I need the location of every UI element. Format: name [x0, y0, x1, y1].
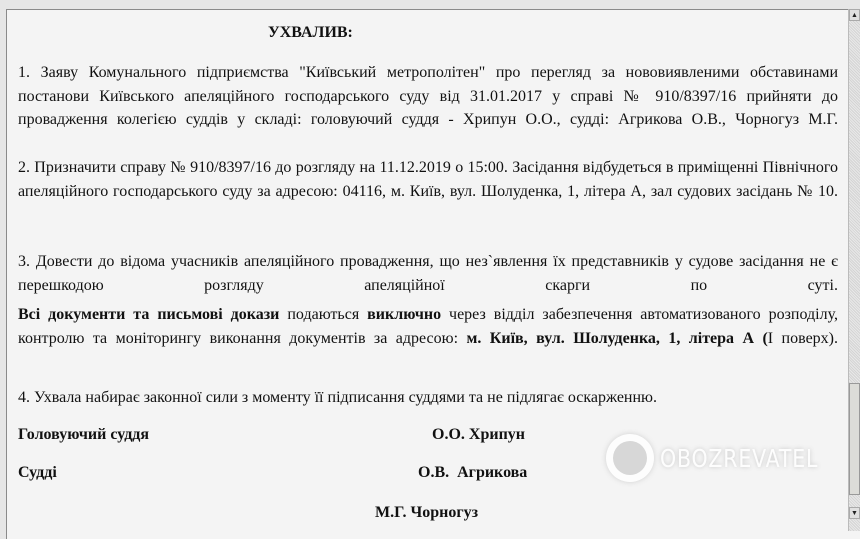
- presiding-judge-name: О.О. Хрипун: [432, 426, 525, 443]
- notice-text-1: подаються: [279, 306, 368, 323]
- globe-icon: [606, 434, 654, 482]
- scrollbar-thumb[interactable]: [849, 383, 860, 495]
- notice-text-2: через відділ забезпечення автоматизованого розподілу, контролю та моніторингу виконання документів за адресою:: [18, 306, 839, 347]
- paragraph-2: 2. Призначити справу № 910/8397/16 до розгляду на 11.12.2019 о 15:00. Засідання відбудеться в приміщенні Північного апеляційного господарського суду за адресою: 04116, м. Київ, вул. Шолуденка, 1, літера А, зал судових засідань № 10.: [18, 159, 838, 200]
- submission-notice: [18, 303, 838, 374]
- notice-bold-2: виключно: [367, 306, 442, 323]
- vertical-scrollbar[interactable]: [848, 9, 860, 531]
- scroll-down-button[interactable]: ▼: [849, 507, 860, 519]
- ruling-heading: УХВАЛИВ:: [268, 24, 353, 41]
- judge-2-name: М.Г. Чорногуз: [375, 504, 479, 521]
- paragraph-4: 4. Ухвала набирає законної сили з моменту її підписання суддями та не підлягає оскарженню.: [18, 389, 657, 406]
- presiding-judge-label: Головуючий суддя: [18, 426, 150, 443]
- notice-text-3: I поверх).: [767, 329, 839, 347]
- judges-label: Судді: [18, 464, 57, 481]
- paragraph-1: 1. Заяву Комунального підприємства "Київський метрополітен" про перегляд за нововиявленими обставинами постанови Київського апеляційного господарського суду від 31.01.2017 у справі № 910/8397/16 прийняти до провадження колегією суддів у складі: головуючий суддя - Хрипун О.О., судді: Агрикова О.В., Чорногуз М.Г.: [18, 64, 838, 128]
- notice-bold-1: Всі документи та письмові докази: [18, 306, 280, 323]
- judge-1-name: О.В. Агрикова: [418, 464, 528, 481]
- watermark-text: OBOZREVATEL: [660, 443, 819, 473]
- scroll-up-button[interactable]: ▲: [849, 9, 860, 21]
- watermark-logo: [606, 434, 853, 482]
- notice-bold-3: м. Київ, вул. Шолуденка, 1, літера А (: [466, 329, 768, 347]
- paragraph-3: 3. Довести до відома учасників апеляційного провадження, що нез`явлення їх представників у судове засідання не є перешкодою розгляду апеляційної скарги по суті.: [18, 253, 838, 294]
